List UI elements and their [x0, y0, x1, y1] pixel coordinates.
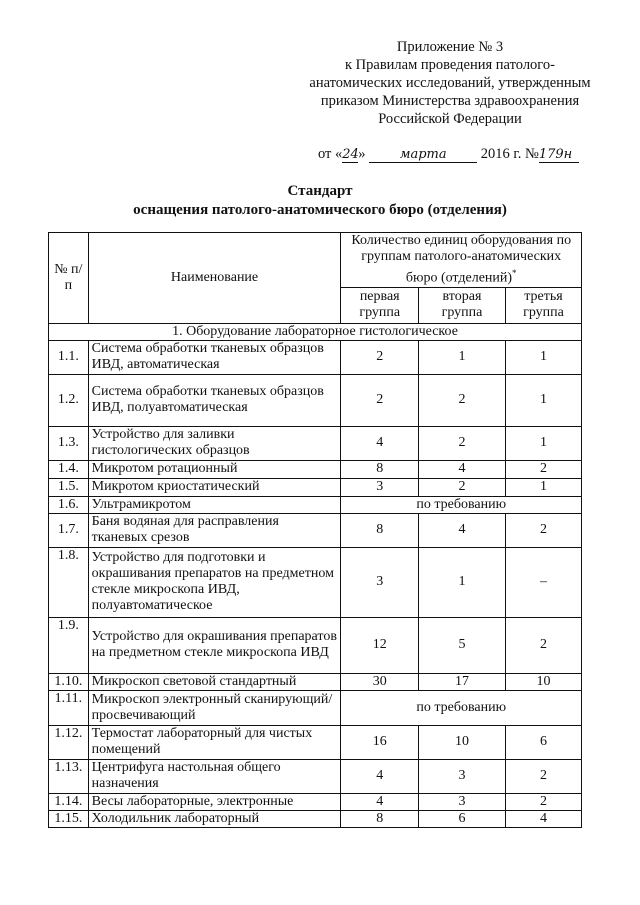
appendix-line: Приложение № 3 — [396, 39, 504, 55]
row-group-2: 1 — [419, 340, 506, 374]
row-num: 1.8. — [49, 547, 89, 617]
table-row — [49, 725, 582, 759]
row-name: Микротом ротационный — [88, 460, 341, 478]
document-subtitle: оснащения патолого-анатомического бюро (отделения) — [133, 202, 507, 218]
row-num: 1.11. — [49, 690, 89, 725]
header-name: Наименование — [88, 233, 341, 324]
date-month: марта — [369, 147, 477, 163]
row-group-3: 1 — [505, 374, 581, 426]
section-heading: 1. Оборудование лабораторное гистологическое — [49, 323, 582, 340]
row-num: 1.3. — [49, 426, 89, 460]
row-num: 1.12. — [49, 725, 89, 759]
row-group-2: 2 — [419, 478, 506, 496]
table-row — [49, 496, 582, 513]
row-name: Устройство для заливки гистологических образцов — [88, 426, 341, 460]
row-num: 1.6. — [49, 496, 89, 513]
header-group-3: третья группа — [505, 287, 581, 323]
date-mid: » — [358, 146, 366, 162]
header-quantity-text: Количество единиц оборудования по группам патолого-анатомических бюро (отделений) — [351, 233, 572, 286]
row-group-1: 2 — [341, 374, 419, 426]
row-group-3: 1 — [505, 478, 581, 496]
row-group-1: 2 — [341, 340, 419, 374]
row-name: Термостат лабораторный для чистых помещений — [88, 725, 341, 759]
date-prefix: от « — [318, 146, 343, 162]
row-group-1: 4 — [341, 426, 419, 460]
row-group-1: 16 — [341, 725, 419, 759]
row-group-1: 3 — [341, 547, 419, 617]
order-number: 179н — [539, 147, 579, 163]
table-row — [49, 426, 582, 460]
appendix-line: Российской Федерации — [378, 111, 522, 127]
row-group-3: 2 — [505, 617, 581, 673]
document-title: Стандарт — [287, 183, 353, 199]
row-group-2: 3 — [419, 759, 506, 793]
row-name: Микроскоп световой стандартный — [88, 673, 341, 690]
header-num: № п/п — [49, 233, 89, 324]
table-row — [49, 690, 582, 725]
row-group-3: 2 — [505, 460, 581, 478]
row-num: 1.14. — [49, 793, 89, 810]
row-num: 1.2. — [49, 374, 89, 426]
header-quantity — [341, 233, 582, 288]
table-row — [49, 810, 582, 827]
row-group-2: 1 — [419, 547, 506, 617]
row-name: Весы лабораторные, электронные — [88, 793, 341, 810]
table-row — [49, 513, 582, 547]
row-group-2: 2 — [419, 426, 506, 460]
appendix-line: приказом Министерства здравоохранения — [320, 93, 580, 109]
row-num: 1.9. — [49, 617, 89, 673]
row-name: Устройство для окрашивания препаратов на предметном стекле микроскопа ИВД — [88, 617, 341, 673]
table-row — [49, 673, 582, 690]
table-row — [49, 374, 582, 426]
row-group-1: 4 — [341, 759, 419, 793]
row-group-3: 6 — [505, 725, 581, 759]
row-group-3: 2 — [505, 759, 581, 793]
row-group-3: 1 — [505, 340, 581, 374]
equipment-table — [48, 232, 582, 828]
table-row — [49, 759, 582, 793]
row-name: Холодильник лабораторный — [88, 810, 341, 827]
row-group-2: 2 — [419, 374, 506, 426]
row-num: 1.7. — [49, 513, 89, 547]
row-group-1: 8 — [341, 810, 419, 827]
row-on-demand: по требованию — [341, 496, 582, 513]
row-group-1: 8 — [341, 513, 419, 547]
table-row — [49, 478, 582, 496]
row-group-3: 2 — [505, 513, 581, 547]
row-group-2: 3 — [419, 793, 506, 810]
row-name: Система обработки тканевых образцов ИВД, полуавтоматическая — [88, 374, 341, 426]
table-row — [49, 547, 582, 617]
row-group-3: 1 — [505, 426, 581, 460]
row-group-1: 8 — [341, 460, 419, 478]
row-group-1: 12 — [341, 617, 419, 673]
row-group-2: 4 — [419, 513, 506, 547]
row-num: 1.5. — [49, 478, 89, 496]
row-group-2: 10 — [419, 725, 506, 759]
appendix-block — [300, 38, 600, 128]
row-name: Микротом криостатический — [88, 478, 341, 496]
row-num: 1.4. — [49, 460, 89, 478]
row-group-1: 4 — [341, 793, 419, 810]
appendix-line: к Правилам проведения патолого- — [345, 57, 555, 73]
table-row — [49, 460, 582, 478]
date-day: 24 — [342, 147, 359, 162]
row-group-2: 17 — [419, 673, 506, 690]
row-group-3: 4 — [505, 810, 581, 827]
row-group-2: 4 — [419, 460, 506, 478]
header-group-2: вторая группа — [419, 287, 506, 323]
row-num: 1.15. — [49, 810, 89, 827]
order-date-line — [318, 146, 579, 163]
row-name: Ультрамикротом — [88, 496, 341, 513]
table-row — [49, 340, 582, 374]
row-group-1: 3 — [341, 478, 419, 496]
table-row — [49, 793, 582, 810]
row-group-3: 2 — [505, 793, 581, 810]
date-year: 2016 г. № — [480, 146, 539, 162]
row-name: Система обработки тканевых образцов ИВД, автоматическая — [88, 340, 341, 374]
row-name: Центрифуга настольная общего назначения — [88, 759, 341, 793]
row-name: Устройство для подготовки и окрашивания препаратов на предметном стекле микроскопа ИВД, полуавтоматическое — [88, 547, 341, 617]
row-group-3: – — [505, 547, 581, 617]
appendix-line: анатомических исследований, утвержденным — [309, 75, 591, 91]
row-on-demand: по требованию — [341, 690, 582, 725]
row-group-1: 30 — [341, 673, 419, 690]
row-num: 1.10. — [49, 673, 89, 690]
footnote-mark: * — [512, 268, 517, 278]
row-group-2: 6 — [419, 810, 506, 827]
row-num: 1.13. — [49, 759, 89, 793]
row-name: Микроскоп электронный сканирующий/просвечивающий — [88, 690, 341, 725]
row-name: Баня водяная для расправления тканевых срезов — [88, 513, 341, 547]
row-group-2: 5 — [419, 617, 506, 673]
row-group-3: 10 — [505, 673, 581, 690]
table-row — [49, 617, 582, 673]
row-num: 1.1. — [49, 340, 89, 374]
header-group-1: первая группа — [341, 287, 419, 323]
